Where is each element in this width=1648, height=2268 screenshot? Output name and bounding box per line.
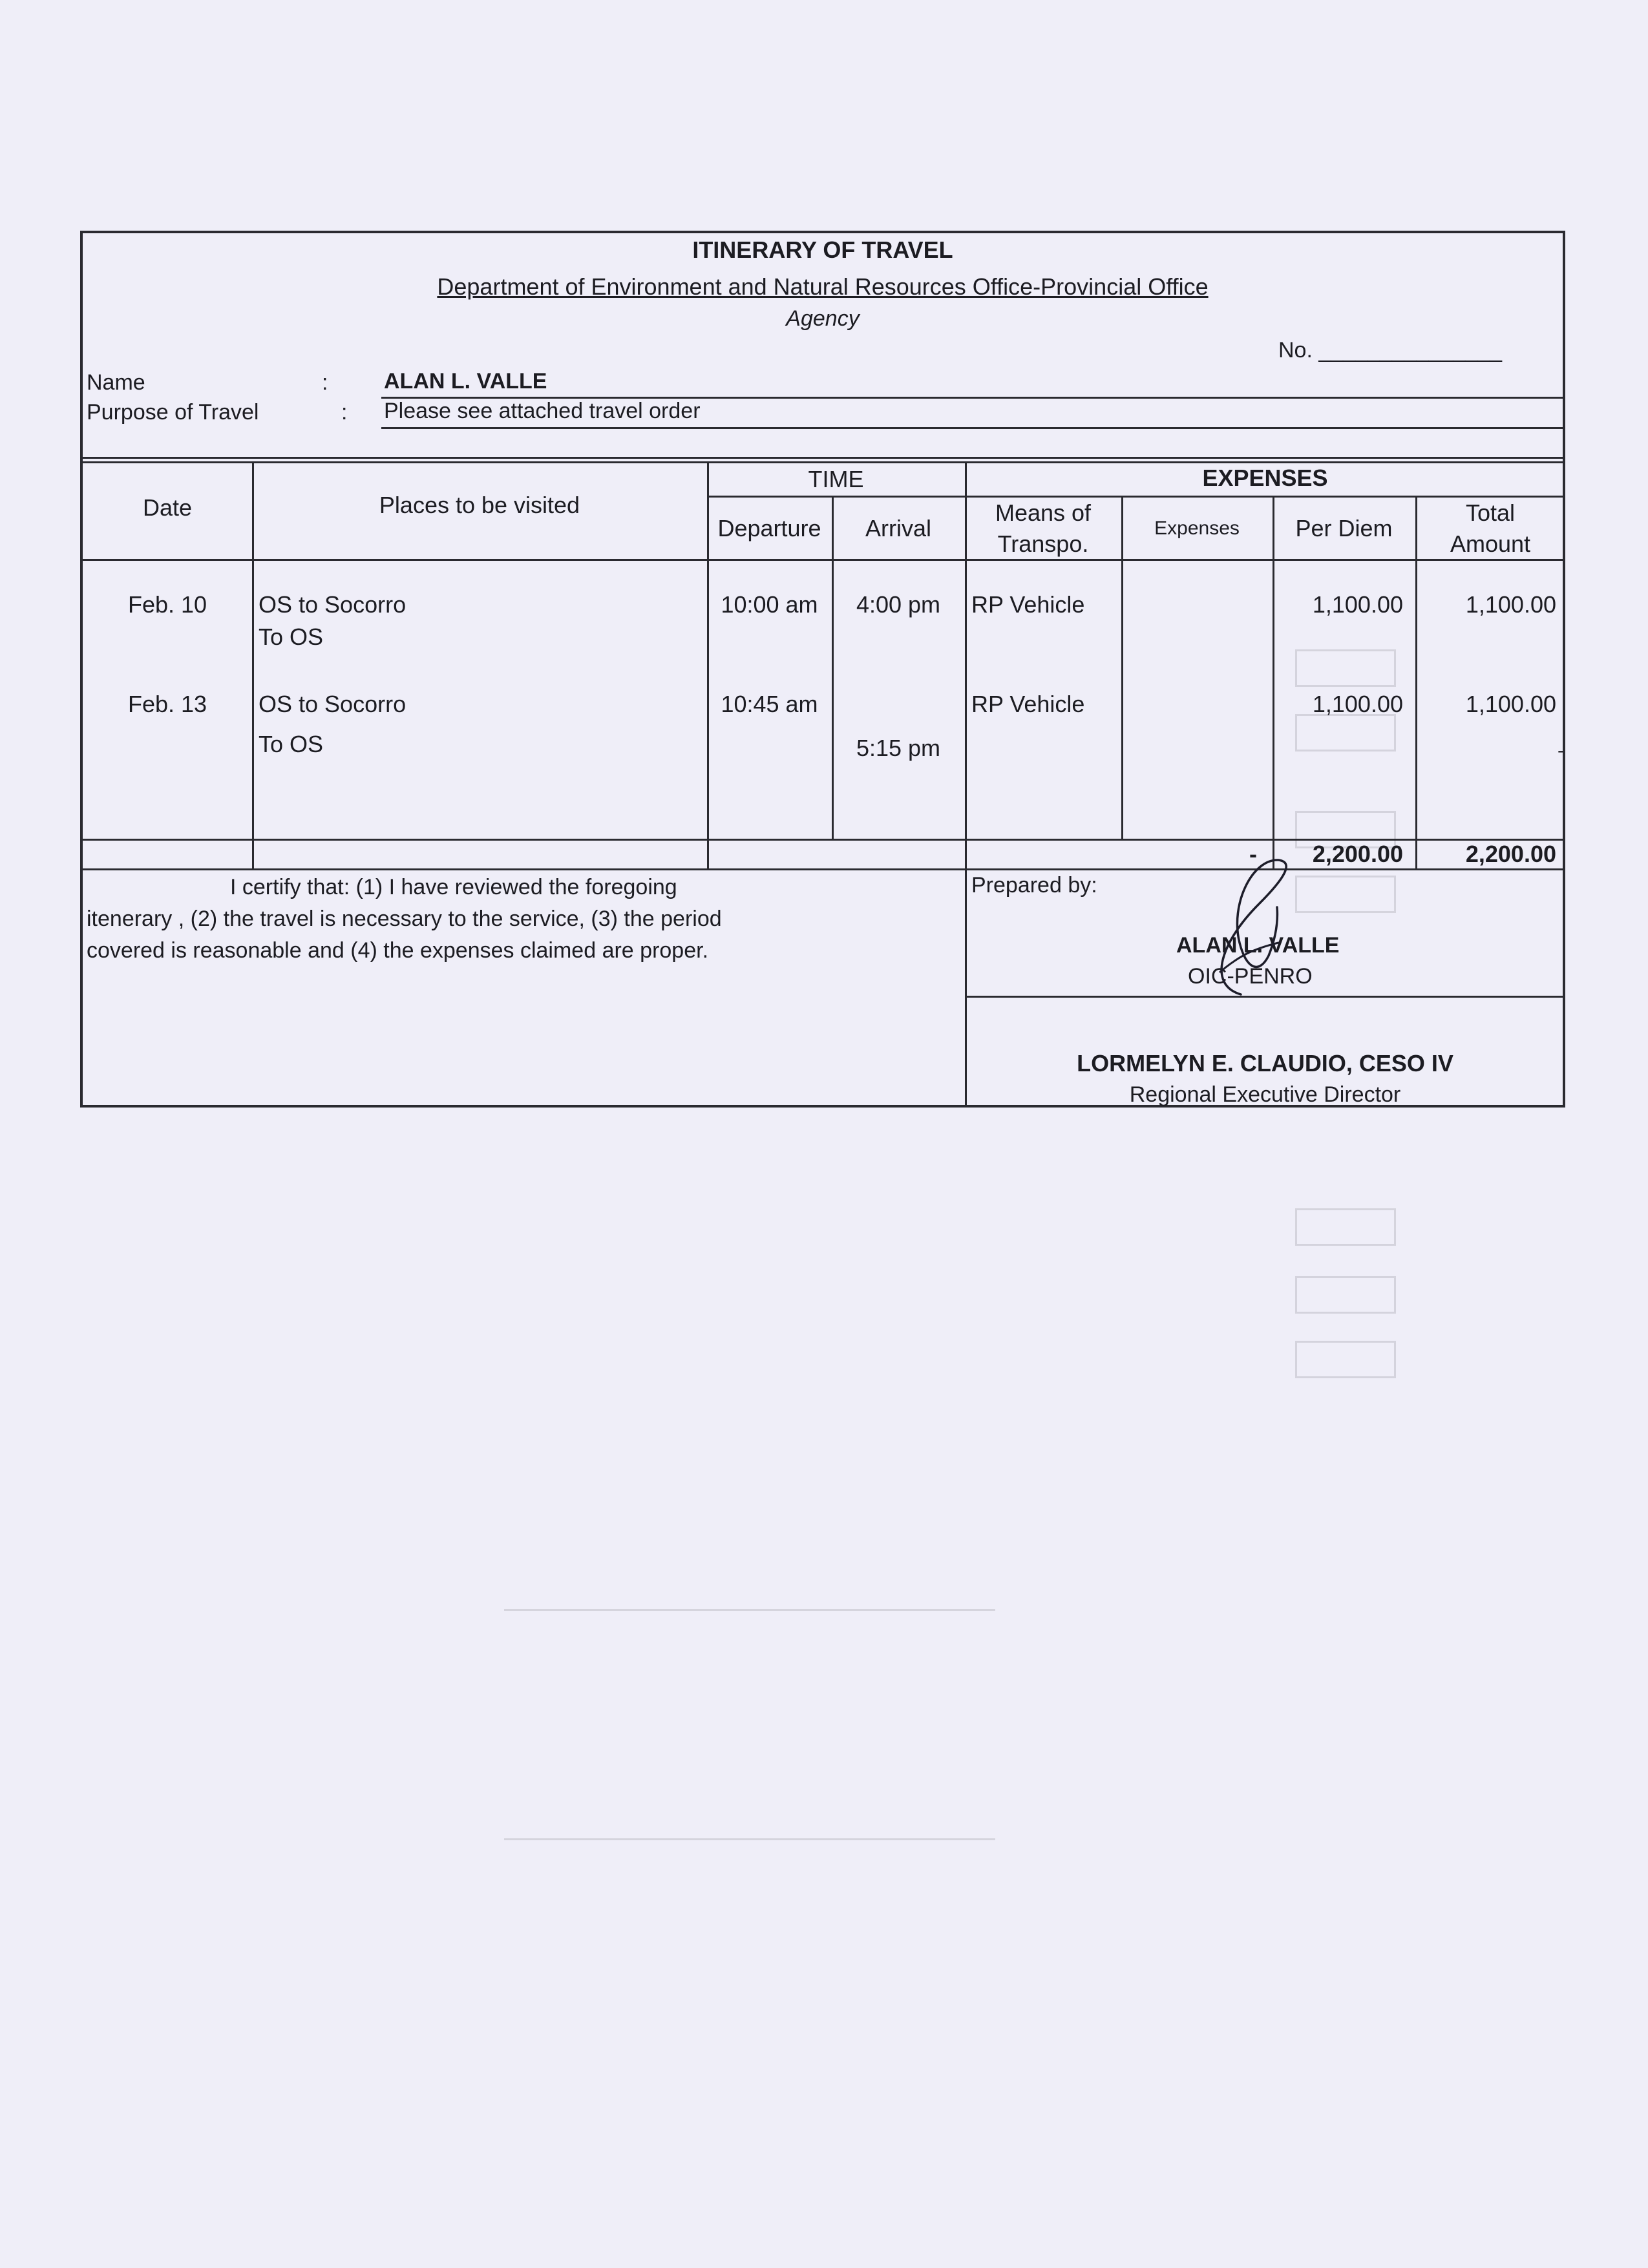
row1-per-diem: 1,100.00: [1312, 591, 1403, 618]
total-per-diem: 2,200.00: [1312, 841, 1403, 867]
table-top-line: [83, 461, 1565, 463]
signature-mark: [1181, 846, 1304, 1001]
total-expenses: -: [1249, 841, 1257, 867]
totals-bottom-line: [83, 868, 1565, 870]
row2-place-line2: To OS: [259, 731, 324, 757]
office-name: Department of Environment and Natural Resources Office-Provincial Office: [437, 273, 1209, 300]
certification-text: I certify that: (1) I have reviewed the foregoing itenerary , (2) the travel is necessary to the service, (3) the period covered is reasonable and (4) the expenses claimed are proper.: [87, 875, 722, 963]
preparer-name: ALAN L. VALLE: [1176, 933, 1340, 958]
row1-means: RP Vehicle: [971, 591, 1085, 618]
header-expenses-group: EXPENSES: [1202, 465, 1328, 491]
document-number: No. _______________: [1278, 338, 1502, 362]
header-departure: Departure: [717, 515, 821, 541]
traveler-name: ALAN L. VALLE: [384, 369, 547, 394]
header-total-line2: Amount: [1450, 530, 1531, 557]
header-total-line1: Total: [1465, 499, 1516, 526]
header-expenses: Expenses: [1154, 518, 1240, 539]
travel-purpose: Please see attached travel order: [384, 399, 701, 423]
row2-total-dash: -: [1558, 740, 1564, 761]
row2-departure: 10:45 am: [721, 691, 818, 717]
col-divider-date: [252, 461, 254, 868]
header-means-line2: Transpo.: [997, 530, 1089, 557]
itinerary-form: [80, 231, 1565, 1108]
name-colon: :: [322, 370, 328, 395]
header-separator: [83, 457, 1565, 459]
purpose-label: Purpose of Travel: [87, 400, 259, 425]
row2-means: RP Vehicle: [971, 691, 1085, 717]
approver-name: LORMELYN E. CLAUDIO, CESO IV: [1077, 1050, 1453, 1076]
row1-total: 1,100.00: [1465, 591, 1556, 618]
row2-date: Feb. 13: [127, 691, 207, 717]
agency-label: Agency: [786, 306, 860, 331]
row2-total: 1,100.00: [1465, 691, 1556, 717]
header-time: TIME: [808, 466, 864, 492]
row1-date: Feb. 10: [127, 591, 207, 618]
name-label: Name: [87, 370, 145, 395]
row1-departure: 10:00 am: [721, 591, 818, 618]
row1-place-line2: To OS: [259, 624, 324, 650]
row2-arrival: 5:15 pm: [856, 735, 941, 761]
row2-place-line1: OS to Socorro: [259, 691, 407, 717]
row1-place-line1: OS to Socorro: [259, 591, 407, 618]
header-per-diem: Per Diem: [1295, 515, 1393, 541]
col-divider-expenses: [1273, 496, 1274, 868]
row1-arrival: 4:00 pm: [856, 591, 941, 618]
total-amount: 2,200.00: [1465, 841, 1556, 867]
col-divider-time: [965, 461, 967, 1108]
header-places: Places to be visited: [379, 492, 580, 518]
header-arrival: Arrival: [865, 515, 931, 541]
preparer-position: OIC-PENRO: [1188, 964, 1313, 989]
header-date: Date: [142, 494, 193, 521]
prepared-by-label: Prepared by:: [971, 873, 1097, 898]
approver-position: Regional Executive Director: [1129, 1082, 1401, 1107]
row2-per-diem: 1,100.00: [1312, 691, 1403, 717]
col-divider-departure: [832, 496, 834, 839]
header-bottom-line: [83, 559, 1565, 561]
purpose-underline: [381, 427, 1565, 429]
form-title: ITINERARY OF TRAVEL: [692, 236, 953, 263]
subheader-line: [707, 496, 1565, 498]
purpose-colon: :: [341, 400, 348, 425]
col-divider-means: [1121, 496, 1123, 839]
header-means-line1: Means of: [995, 499, 1092, 526]
